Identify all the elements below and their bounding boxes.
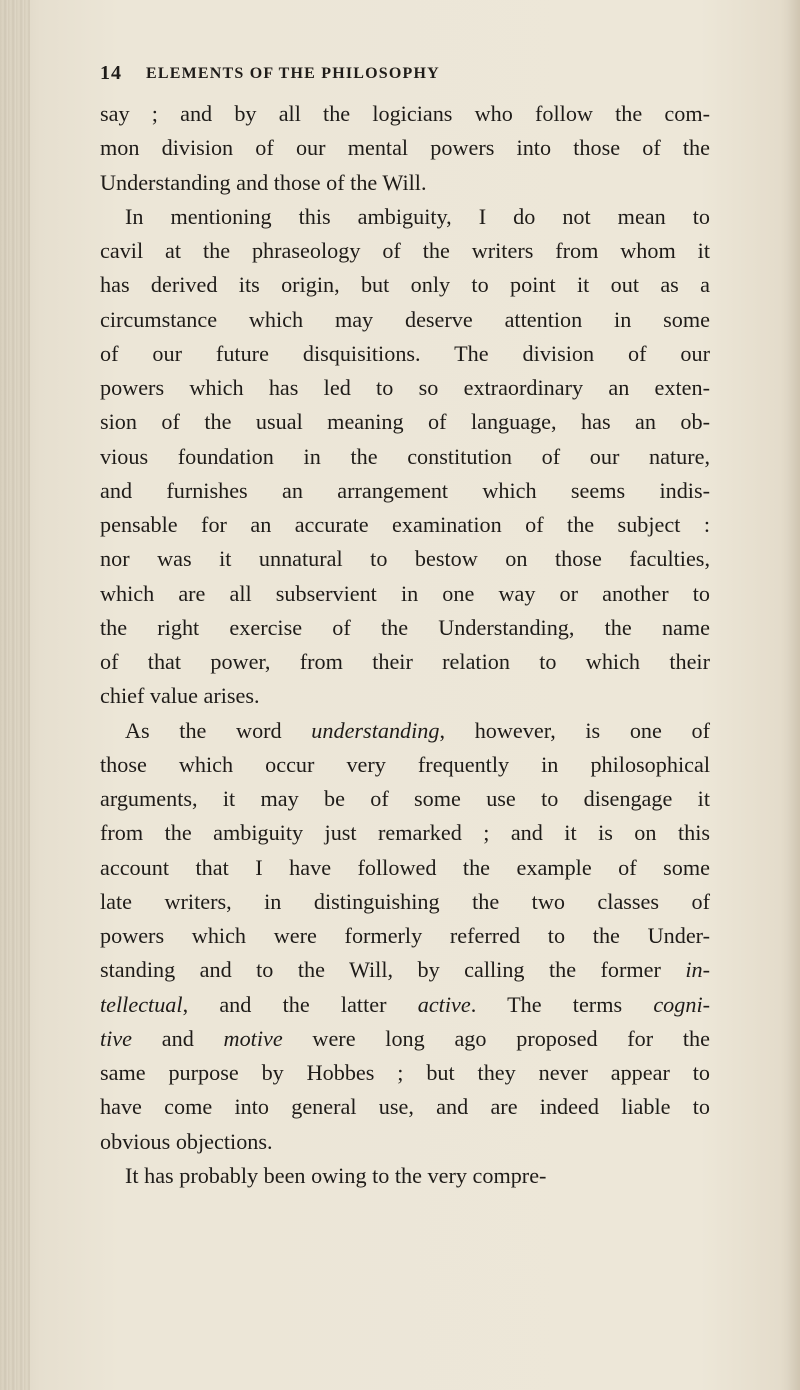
text-line: powers which has led to so extraordinary an exten- (100, 375, 710, 400)
body-text (100, 97, 710, 1193)
text-line: pensable for an accurate examination of the subject : (100, 512, 710, 537)
text-line: late writers, in distinguishing the two classes of (100, 888, 710, 914)
text-line: which are all subservient in one way or another to (100, 580, 710, 606)
text-line: sion of the usual meaning of language, has an ob- (100, 409, 710, 435)
italic-term: in- (685, 957, 710, 983)
text-fragment: and (132, 1025, 224, 1051)
text-line: chief value arises. (100, 683, 260, 709)
text-line: of that power, from their relation to which their (100, 649, 710, 674)
text-line: obvious objections. (100, 1128, 273, 1154)
text-line: same purpose by Hobbes ; but they never appear to (100, 1060, 710, 1085)
text-fragment: , and the latter (182, 991, 418, 1017)
text-line: has derived its origin, but only to point it out as a (100, 272, 710, 298)
text-fragment: As the word (125, 717, 312, 743)
text-line: say ; and by all the logicians who follow the com- (100, 101, 710, 126)
text-line (100, 953, 710, 987)
text-line: vious foundation in the constitution of our nature, (100, 443, 710, 469)
text-line (100, 714, 710, 748)
text-line: nor was it unnatural to bestow on those faculties, (100, 546, 710, 572)
page-edge (786, 0, 800, 1390)
italic-term: understanding (311, 717, 440, 743)
text-line: of our future disquisitions. The division of our (100, 340, 710, 366)
text-fragment: standing and to the Will, by calling the former (100, 957, 686, 983)
running-head: ELEMENTS OF THE PHILOSOPHY (146, 65, 440, 82)
text-line: from the ambiguity just remarked ; and it is on this (100, 820, 710, 846)
italic-term: tive (100, 1025, 133, 1051)
text-line: those which occur very frequently in philosophical (100, 751, 710, 777)
italic-term: active (417, 991, 471, 1017)
text-line (100, 1022, 710, 1056)
text-line: have come into general use, and are indeed liable to (100, 1094, 710, 1120)
page-header (100, 62, 710, 92)
text-line: It has probably been owing to the very compre- (125, 1162, 547, 1188)
page-gutter-shadow (0, 0, 30, 1390)
text-line: In mentioning this ambiguity, I do not mean to (125, 203, 710, 229)
text-line: account that I have followed the example of some (100, 854, 710, 880)
text-line: arguments, it may be of some use to disengage it (100, 786, 710, 811)
italic-term: tellectual (100, 991, 183, 1017)
text-line: circumstance which may deserve attention in some (100, 306, 710, 332)
text-fragment: , however, is one of (439, 717, 710, 743)
text-line: and furnishes an arrangement which seems indis- (100, 477, 710, 503)
italic-term: motive (223, 1025, 283, 1051)
italic-term: cogni- (653, 991, 710, 1017)
text-line: cavil at the phraseology of the writers from whom it (100, 238, 710, 263)
text-line: powers which were formerly referred to the Under- (100, 923, 710, 948)
text-line: the right exercise of the Understanding, the name (100, 614, 710, 640)
text-fragment: were long ago proposed for the (282, 1025, 711, 1051)
page-number: 14 (100, 62, 122, 84)
text-line (100, 988, 710, 1022)
text-line: mon division of our mental powers into those of the (100, 135, 710, 161)
text-line: Understanding and those of the Will. (100, 169, 427, 195)
text-fragment: . The terms (470, 991, 654, 1017)
